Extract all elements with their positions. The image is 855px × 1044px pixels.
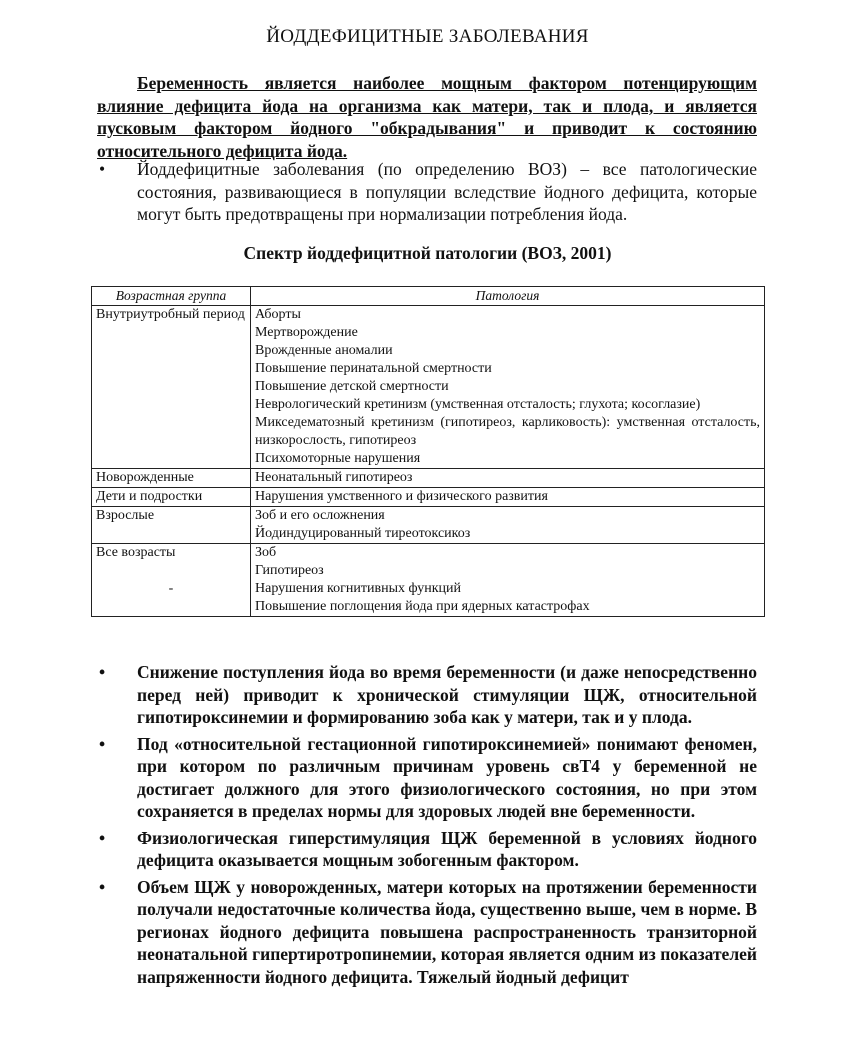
pathology-item: Повышение поглощения йода при ядерных катастрофах bbox=[255, 599, 590, 614]
pathology-cell bbox=[251, 306, 765, 469]
age-cell: Новорожденные bbox=[92, 469, 251, 488]
bullet-item bbox=[97, 827, 757, 872]
pathology-item: Мертворождение bbox=[255, 325, 358, 340]
pathology-item: Йодиндуцированный тиреотоксикоз bbox=[255, 526, 471, 541]
page-title: ЙОДДЕФИЦИТНЫЕ ЗАБОЛЕВАНИЯ bbox=[266, 26, 589, 47]
bullet-list-top bbox=[97, 158, 757, 230]
age-label: Все возрасты bbox=[96, 545, 176, 560]
pathology-cell bbox=[251, 488, 765, 507]
bullet-icon: • bbox=[99, 733, 106, 754]
pathology-item: Неонатальный гипотиреоз bbox=[255, 470, 413, 485]
table-row bbox=[92, 306, 765, 469]
table-row bbox=[92, 469, 765, 488]
bullet-icon: • bbox=[99, 827, 106, 848]
bullet-text: Снижение поступления йода во время беременности (и даже непосредственно перед ней) приводит к хронической стимуляции ЩЖ, относительной гипотироксинемии и формированию зоба как у матери, так и у плода. bbox=[137, 662, 757, 727]
bullet-text: Объем ЩЖ у новорожденных, матери которых на протяжении беременности получали недостаточные количества йода, существенно выше, чем в норме. В регионах йодного дефицита повышена распространенность транзиторной неонатальной гипертиротропинемии, которая является одним из показателей напряженности йодного дефицита. Тяжелый йодный дефицит bbox=[137, 876, 757, 987]
bullet-text: Физиологическая гиперстимуляция ЩЖ беременной в условиях йодного дефицита оказывается мощным зобогенным фактором. bbox=[137, 827, 757, 870]
pathology-item: Гипотиреоз bbox=[255, 563, 324, 578]
pathology-item: Зоб и его осложнения bbox=[255, 508, 385, 523]
pathology-item: Зоб bbox=[255, 545, 277, 560]
pathology-cell bbox=[251, 507, 765, 544]
table-row bbox=[92, 488, 765, 507]
pathology-item: Нарушения когнитивных функций bbox=[255, 581, 461, 596]
pathology-item: Аборты bbox=[255, 307, 301, 322]
pathology-item: Врожденные аномалии bbox=[255, 343, 393, 358]
table-header-row bbox=[92, 287, 765, 306]
pathology-item: Нарушения умственного и физического развития bbox=[255, 489, 548, 504]
table-title: Спектр йоддефицитной патологии (ВОЗ, 2001) bbox=[243, 243, 612, 263]
table-row bbox=[92, 544, 765, 617]
pathology-item: Повышение перинатальной смертности bbox=[255, 361, 492, 376]
pathology-item: Повышение детской смертности bbox=[255, 379, 449, 394]
bullet-icon: • bbox=[99, 159, 106, 179]
bullet-list-bottom bbox=[97, 661, 757, 992]
bullet-text: Под «относительной гестационной гипотироксинемией» понимают феномен, при котором по различным причинам уровень свТ4 у беременной не достигает должного для этого физиологического состояния, но при этом сохраняется в пределах нормы для здоровых людей вне беременности. bbox=[137, 733, 757, 821]
bullet-icon: • bbox=[99, 876, 106, 897]
bullet-item bbox=[97, 661, 757, 729]
margin-mark: - bbox=[168, 581, 174, 596]
pathology-item: Микседематозный кретинизм (гипотиреоз, карликовость): умственная отсталость, низкорослость, гипотиреоз bbox=[255, 415, 760, 448]
table-row bbox=[92, 507, 765, 544]
age-cell bbox=[92, 544, 251, 617]
age-cell: Дети и подростки bbox=[92, 488, 251, 507]
intro-paragraph: Беременность является наиболее мощным фактором потенцирующим влияние дефицита йода на организма как матери, так и плода, и является пусковым фактором йодного "обкрадывания" и приводит к состоянию относительного дефицита йода. bbox=[97, 73, 757, 161]
column-header-pathology: Патология bbox=[251, 287, 765, 306]
bullet-item bbox=[97, 876, 757, 989]
pathology-cell bbox=[251, 469, 765, 488]
bullet-item bbox=[97, 158, 757, 226]
age-cell: Внутриутробный период bbox=[92, 306, 251, 469]
pathology-item: Психомоторные нарушения bbox=[255, 451, 421, 466]
pathology-cell bbox=[251, 544, 765, 617]
bullet-item bbox=[97, 733, 757, 823]
age-cell: Взрослые bbox=[92, 507, 251, 544]
bullet-text: Йоддефицитные заболевания (по определению ВОЗ) – все патологические состояния, развивающиеся в популяции вследствие йодного дефицита, которые могут быть предотвращены при нормализации потребления йода. bbox=[137, 159, 757, 224]
bullet-icon: • bbox=[99, 662, 106, 682]
pathology-item: Неврологический кретинизм (умственная отсталость; глухота; косоглазие) bbox=[255, 397, 701, 412]
pathology-table bbox=[91, 286, 765, 617]
column-header-age: Возрастная группа bbox=[92, 287, 251, 306]
